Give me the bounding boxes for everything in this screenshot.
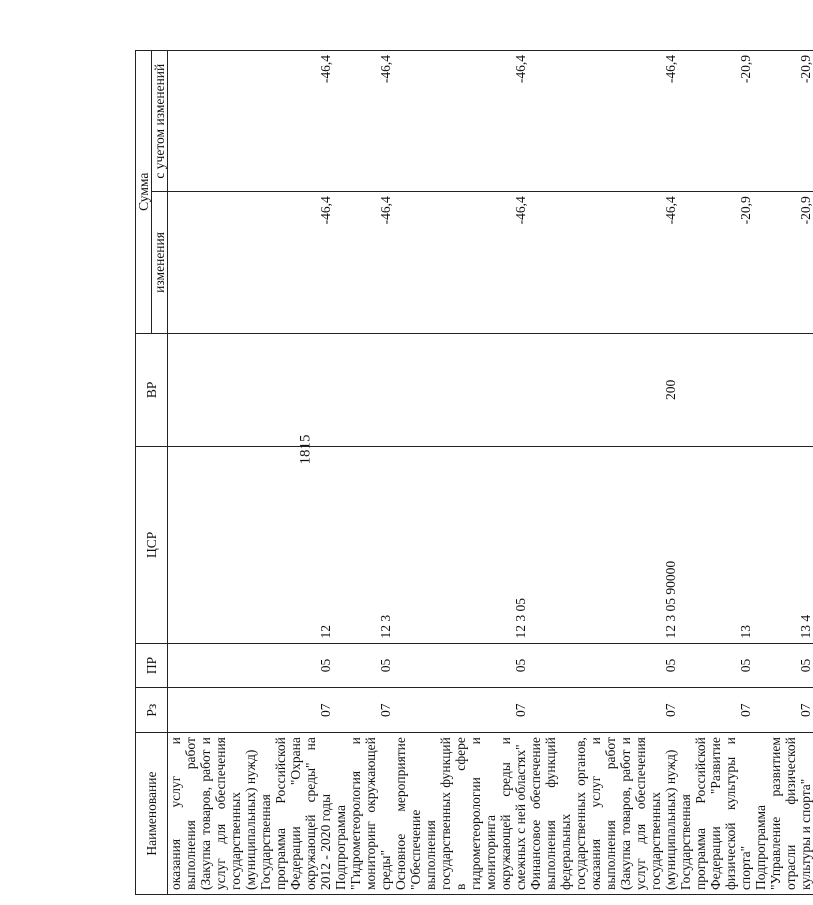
with-change-cell: -20,9 — [678, 51, 753, 192]
name-cell: Подпрограмма "Управление развитием отрасли физической культуры и спорта" — [753, 733, 813, 895]
vr-cell — [168, 333, 259, 447]
table-row — [168, 51, 259, 895]
name-cell: Основное мероприятие "Обеспечение выполнения государственных функций в сфере гидрометеорологии и мониторинга окружающей среды и смежных с ней областях" — [393, 733, 528, 895]
rz-cell: 07 — [528, 688, 678, 733]
rz-cell: 07 — [258, 688, 333, 733]
rz-cell — [168, 688, 259, 733]
pr-cell: 05 — [393, 643, 528, 688]
pr-cell: 05 — [258, 643, 333, 688]
pr-cell: 05 — [753, 643, 813, 688]
table-row — [258, 51, 333, 895]
name-header: Наименование — [136, 733, 168, 895]
csr-cell: 13 4 — [753, 447, 813, 643]
table-body — [168, 51, 813, 895]
vr-cell — [393, 333, 528, 447]
rz-cell: 07 — [393, 688, 528, 733]
pr-header: ПР — [136, 643, 168, 688]
name-cell: оказания услуг и выполнения работ (Закупка товаров, работ и услуг для обеспечения государственных (муниципальных) нужд) — [168, 733, 259, 895]
change-cell: -20,9 — [678, 192, 753, 333]
rz-cell: 07 — [678, 688, 753, 733]
rz-cell: 07 — [333, 688, 393, 733]
csr-cell: 12 — [258, 447, 333, 643]
name-cell: Государственная программа Российской Федерации "Охрана окружающей среды" на 2012 - 2020 годы — [258, 733, 333, 895]
vr-cell — [333, 333, 393, 447]
change-cell: -46,4 — [528, 192, 678, 333]
name-cell: Государственная программа Российской Федерации "Развитие физической культуры и спорта" — [678, 733, 753, 895]
csr-cell: 12 3 — [333, 447, 393, 643]
change-cell: -20,9 — [753, 192, 813, 333]
rz-cell: 07 — [753, 688, 813, 733]
rz-header: Рз — [136, 688, 168, 733]
sum-header: Сумма — [136, 51, 152, 334]
vr-cell — [753, 333, 813, 447]
csr-header: ЦСР — [136, 447, 168, 643]
name-cell: Финансовое обеспечение выполнения функций федеральных государственных органов, оказания услуг и выполнения работ (Закупка товаров, работ и услуг для обеспечения государственных (муниципальных) нужд) — [528, 733, 678, 895]
change-cell: -46,4 — [258, 192, 333, 333]
pr-cell: 05 — [678, 643, 753, 688]
with-change-header: с учетом изменений — [152, 51, 168, 192]
with-change-cell — [168, 51, 259, 192]
vr-cell: 200 — [528, 333, 678, 447]
with-change-cell: -20,9 — [753, 51, 813, 192]
table-row — [393, 51, 528, 895]
pr-cell: 05 — [528, 643, 678, 688]
vr-cell — [678, 333, 753, 447]
rotated-budget-table — [135, 50, 813, 895]
vr-cell — [258, 333, 333, 447]
csr-cell: 12 3 05 — [393, 447, 528, 643]
change-header: изменения — [152, 192, 168, 333]
with-change-cell: -46,4 — [528, 51, 678, 192]
change-cell: -46,4 — [333, 192, 393, 333]
pr-cell: 05 — [333, 643, 393, 688]
table-row — [753, 51, 813, 895]
change-cell: -46,4 — [393, 192, 528, 333]
table-row — [528, 51, 678, 895]
csr-cell: 12 3 05 90000 — [528, 447, 678, 643]
csr-cell — [168, 447, 259, 643]
vr-header: ВР — [136, 333, 168, 447]
pr-cell — [168, 643, 259, 688]
table-row — [333, 51, 393, 895]
change-cell — [168, 192, 259, 333]
budget-table — [135, 50, 813, 895]
page-number: 1815 — [297, 434, 314, 464]
table-row — [678, 51, 753, 895]
csr-cell: 13 — [678, 447, 753, 643]
name-cell: Подпрограмма "Гидрометеорология и мониторинг окружающей среды" — [333, 733, 393, 895]
with-change-cell: -46,4 — [333, 51, 393, 192]
with-change-cell: -46,4 — [393, 51, 528, 192]
header-row-1 — [136, 51, 152, 895]
with-change-cell: -46,4 — [258, 51, 333, 192]
